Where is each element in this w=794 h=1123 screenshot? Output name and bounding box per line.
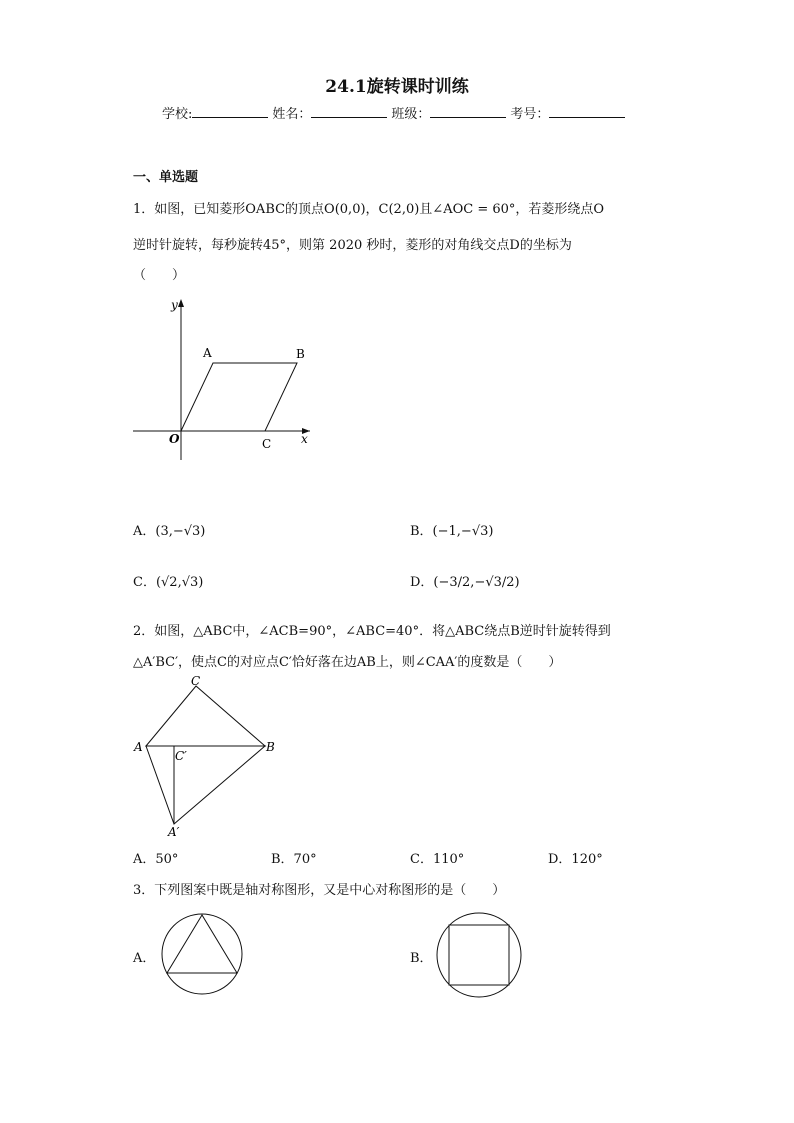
q3-circle-triangle-figure bbox=[160, 911, 244, 997]
q3-option-b[interactable]: B． bbox=[410, 951, 433, 966]
school-blank bbox=[192, 104, 268, 118]
outer-circle bbox=[437, 913, 521, 997]
name-label: 姓名： bbox=[272, 107, 312, 122]
q1-line-1: 1．如图，已知菱形OABC的顶点O(0,0)，C(2,0)且∠AOC = 60°，若菱形绕点O bbox=[133, 202, 605, 217]
number-blank bbox=[549, 104, 625, 118]
q2-option-b[interactable]: B．70° bbox=[271, 852, 317, 867]
q1-option-b[interactable]: B．(−1,−√3) bbox=[410, 524, 494, 539]
label-c: C bbox=[262, 437, 272, 451]
rhombus-oabc bbox=[181, 363, 297, 431]
label-o: O bbox=[169, 432, 180, 446]
number-label: 考号： bbox=[510, 107, 550, 122]
outer-circle bbox=[162, 914, 242, 994]
label-a-prime: A′ bbox=[168, 825, 180, 839]
q1-line-3: （ ） bbox=[133, 268, 186, 283]
q2-triangle-figure bbox=[128, 672, 288, 842]
q1-option-a[interactable]: A．(3,−√3) bbox=[133, 524, 206, 539]
q1-line-2: 逆时针旋转，每秒旋转45°，则第 2020 秒时，菱形的对角线交点D的坐标为 bbox=[133, 238, 572, 253]
q2-option-c[interactable]: C．110° bbox=[410, 852, 465, 867]
inscribed-square bbox=[449, 925, 509, 985]
q2-option-d[interactable]: D．120° bbox=[548, 852, 603, 867]
label-c: C bbox=[191, 674, 201, 688]
school-label: 学校: bbox=[162, 107, 193, 122]
class-label: 班级： bbox=[391, 107, 431, 122]
triangle-a2bc2 bbox=[146, 746, 265, 824]
label-b: B bbox=[266, 740, 275, 754]
q3-line-1: 3．下列图案中既是轴对称图形，又是中心对称图形的是（ ） bbox=[133, 883, 506, 898]
q1-rhombus-figure bbox=[125, 295, 325, 465]
label-b: B bbox=[296, 347, 305, 361]
q2-line-2: △A′BC′，使点C的对应点C′恰好落在边AB上，则∠CAA′的度数是（ ） bbox=[133, 655, 562, 670]
triangle-abc bbox=[146, 686, 265, 746]
q2-option-a[interactable]: A．50° bbox=[133, 852, 179, 867]
page-title: 24.1旋转课时训练 bbox=[325, 77, 469, 97]
label-a: A bbox=[134, 740, 143, 754]
q3-option-a[interactable]: A． bbox=[133, 951, 156, 966]
label-c-prime: C′ bbox=[175, 749, 187, 763]
q1-option-c[interactable]: C．(√2,√3) bbox=[133, 575, 204, 590]
label-a: A bbox=[203, 346, 212, 360]
q1-option-d[interactable]: D．(−3/2,−√3/2) bbox=[410, 575, 520, 590]
q2-line-1: 2．如图，△ABC中，∠ACB=90°，∠ABC=40°．将△ABC绕点B逆时针旋转得到 bbox=[133, 624, 611, 639]
label-x: x bbox=[301, 432, 308, 446]
label-y: y bbox=[171, 298, 178, 312]
q3-circle-square-figure bbox=[435, 911, 523, 999]
student-info-line bbox=[162, 103, 629, 122]
y-axis-arrow bbox=[178, 299, 184, 307]
section-heading: 一、单选题 bbox=[133, 170, 199, 185]
inscribed-triangle bbox=[167, 915, 237, 973]
class-blank bbox=[430, 104, 506, 118]
name-blank bbox=[311, 104, 387, 118]
